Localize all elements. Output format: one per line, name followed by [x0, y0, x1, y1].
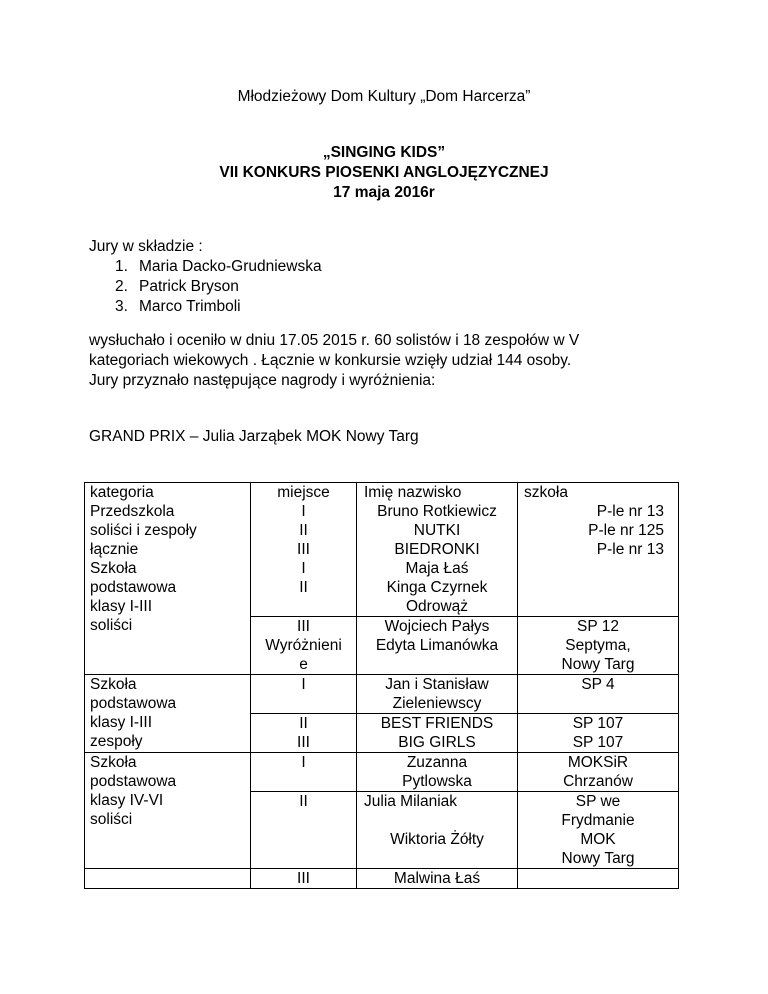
table-header-name: Imię nazwisko [364, 484, 462, 501]
category-label: podstawowa [90, 695, 177, 712]
place-cell [251, 753, 357, 792]
place-cell [251, 483, 357, 617]
jury-member [115, 277, 239, 297]
event-date: 17 maja 2016r [333, 184, 435, 201]
school-cell [518, 714, 679, 753]
place-cell [251, 714, 357, 753]
category-label: Szkoła [90, 676, 137, 693]
table-row [85, 869, 679, 889]
jury-member-name: Marco Trimboli [139, 298, 241, 315]
place-value: II [299, 793, 308, 810]
name-value: Odrowąż [405, 598, 469, 615]
category-label: soliści [90, 617, 133, 634]
name-cell [357, 714, 518, 753]
school-value: SP 107 [572, 734, 624, 751]
jury-member-number: 3. [115, 298, 128, 315]
category-label: zespoły [90, 733, 143, 750]
jury-member [115, 297, 241, 317]
school-value: Nowy Targ [561, 850, 635, 867]
jury-member-number: 1. [115, 258, 128, 275]
name-cell [357, 753, 518, 792]
school-value: P-le nr 13 [596, 503, 664, 520]
jury-member-number: 2. [115, 278, 128, 295]
school-value: Nowy Targ [561, 656, 635, 673]
school-value: SP we [575, 793, 621, 810]
results-table [84, 482, 679, 889]
school-cell [518, 753, 679, 792]
name-value: Zuzanna [406, 754, 468, 771]
name-value: Wojciech Pałys [384, 618, 490, 635]
table-row [85, 753, 679, 792]
category-column [85, 675, 251, 753]
school-value: P-le nr 125 [588, 522, 664, 539]
name-value: NUTKI [413, 522, 461, 539]
event-subtitle: VII KONKURS PIOSENKI ANGLOJĘZYCZNEJ [219, 164, 549, 181]
summary-line: wysłuchało i oceniło w dniu 17.05 2015 r. 60 solistów i 18 zespołów w V [89, 332, 580, 349]
category-label: klasy I-III [90, 598, 153, 615]
category-label: łącznie [90, 541, 139, 558]
institution-name: Młodzieżowy Dom Kultury „Dom Harcerza” [237, 88, 531, 105]
place-value: II [299, 579, 308, 596]
category-label: klasy I-III [90, 714, 153, 731]
place-value: III [297, 541, 310, 558]
name-value: Pytlowska [402, 773, 472, 790]
category-label: podstawowa [90, 773, 177, 790]
place-value: I [301, 560, 306, 577]
school-value: Frydmanie [561, 812, 635, 829]
name-value: Zieleniewscy [392, 695, 482, 712]
place-value: II [299, 715, 308, 732]
category-label: klasy IV-VI [90, 792, 164, 809]
category-label: podstawowa [90, 579, 177, 596]
place-value: III [297, 734, 310, 751]
name-cell [357, 675, 518, 714]
jury-member-name: Maria Dacko-Grudniewska [139, 258, 322, 275]
category-column [85, 483, 251, 675]
category-label: soliści [90, 811, 133, 828]
school-value: P-le nr 13 [596, 541, 664, 558]
name-value: Jan i Stanisław [385, 676, 489, 693]
place-cell [251, 675, 357, 714]
table-row [85, 483, 679, 617]
place-value: II [299, 522, 308, 539]
place-cell [251, 617, 357, 675]
name-value: BEST FRIENDS [380, 715, 494, 732]
place-value: I [301, 754, 306, 771]
school-value: Septyma, [565, 637, 631, 654]
table-header-category: kategoria [90, 484, 154, 501]
name-cell [357, 792, 518, 869]
school-cell [518, 483, 679, 617]
place-value: e [299, 656, 308, 673]
event-name: „SINGING KIDS” [322, 144, 446, 161]
school-cell [518, 869, 679, 889]
school-value: MOKSiR [567, 754, 629, 771]
school-value: SP 12 [577, 618, 619, 635]
table-header-place: miejsce [277, 484, 330, 501]
jury-member [115, 257, 322, 277]
summary-line: kategoriach wiekowych . Łącznie w konkursie wzięły udział 144 osoby. [89, 352, 572, 369]
category-label: soliści i zespoły [90, 522, 197, 539]
name-cell [357, 483, 518, 617]
name-value: Wiktoria Żółty [390, 831, 484, 848]
place-value: Wyróżnieni [265, 637, 342, 654]
place-value: I [301, 503, 306, 520]
name-cell [357, 869, 518, 889]
place-cell [251, 792, 357, 869]
place-value: III [297, 618, 310, 635]
category-label: Przedszkola [90, 503, 175, 520]
name-value: Malwina Łaś [393, 870, 481, 887]
category-label: Szkoła [90, 754, 137, 771]
name-value: Maja Łaś [405, 560, 469, 577]
category-cell [85, 869, 251, 889]
school-value: Chrzanów [563, 773, 633, 790]
school-value: SP 107 [572, 715, 624, 732]
grand-prix: GRAND PRIX – Julia Jarząbek MOK Nowy Targ [89, 428, 419, 445]
category-column [85, 753, 251, 869]
school-cell [518, 617, 679, 675]
name-value: Bruno Rotkiewicz [377, 503, 497, 520]
school-value: MOK [580, 831, 616, 848]
summary-line: Jury przyznało następujące nagrody i wyróżnienia: [89, 372, 436, 389]
name-value: Edyta Limanówka [375, 637, 499, 654]
name-cell [357, 617, 518, 675]
place-cell [251, 869, 357, 889]
name-value: Julia Milaniak [364, 793, 458, 810]
name-value: Kinga Czyrnek [386, 579, 488, 596]
name-value: BIG GIRLS [398, 734, 476, 751]
place-value: III [297, 870, 310, 887]
school-value: SP 4 [581, 676, 615, 693]
jury-intro: Jury w składzie : [89, 238, 203, 255]
place-value: I [301, 676, 306, 693]
table-row [85, 675, 679, 714]
jury-member-name: Patrick Bryson [139, 278, 239, 295]
school-cell [518, 675, 679, 714]
category-label: Szkoła [90, 560, 137, 577]
school-cell [518, 792, 679, 869]
name-value: BIEDRONKI [394, 541, 480, 558]
table-header-school: szkoła [524, 484, 568, 501]
